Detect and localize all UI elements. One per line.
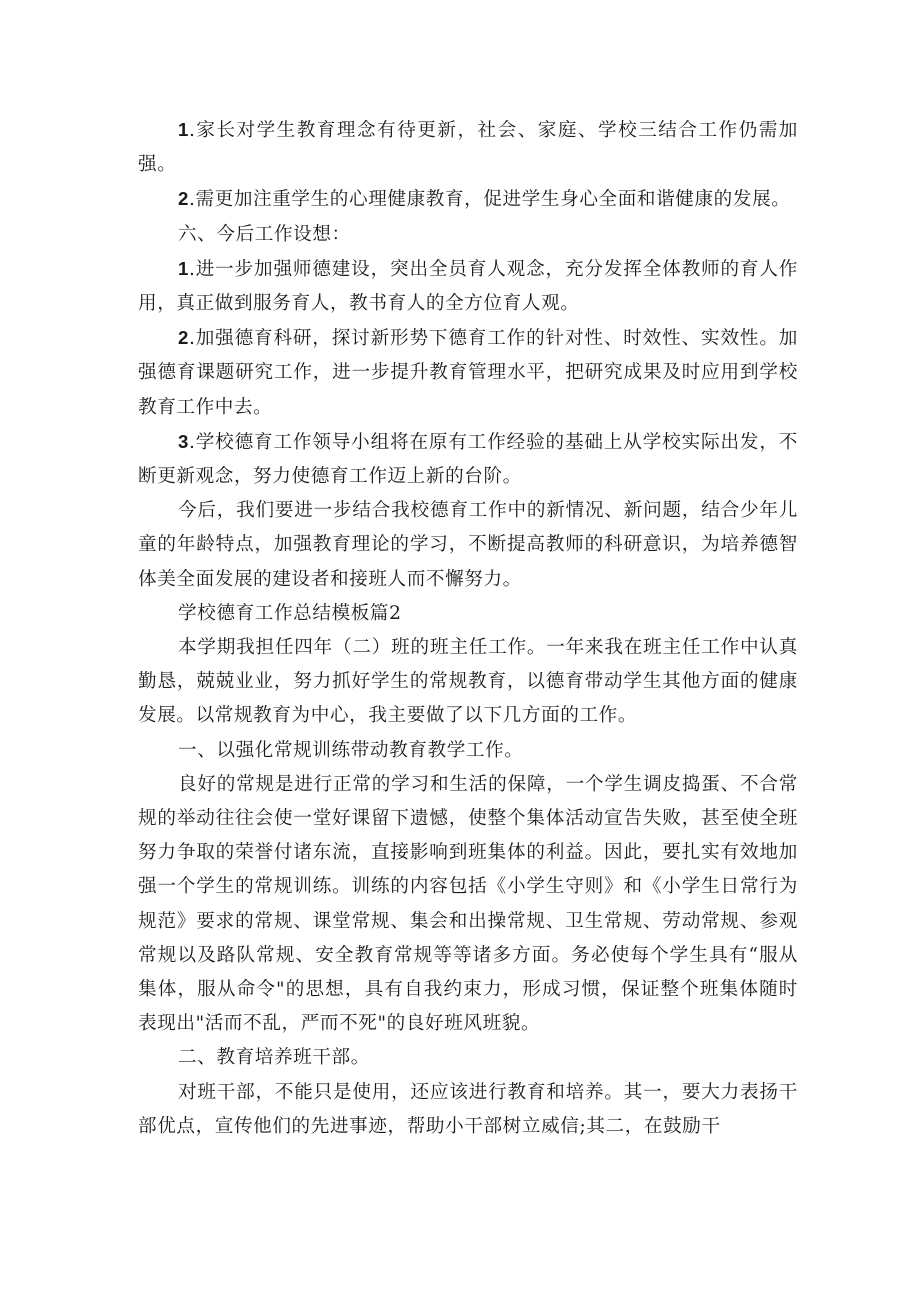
paragraph-text: 今后，我们要进一步结合我校德育工作中的新情况、新问题，结合少年儿童的年龄特点，加强教育理论的学习，不断提高教师的科研意识，为培养德智体美全面发展的建设者和接班人而不懈努力。 [138, 500, 798, 590]
document-body [138, 113, 798, 1144]
paragraph-3 [138, 252, 798, 321]
paragraph-text: 良好的常规是进行正常的学习和生活的保障，一个学生调皮捣蛋、不合常规的举动往往会使一堂好课留下遗憾，使整个集体活动宣告失败，甚至使全班努力争取的荣誉付诸东流，直接影响到班集体的利益。因此，要扎实有效地加强一个学生的常规训练。训练的内容包括《小学生守则》和《小学生日常行为规范》要求的常规、课堂常规、集会和出操常规、卫生常规、劳动常规、参观常规以及路队常规、安全教育常规等等诸多方面。务必使每个学生具有“服从集体，服从命令"的思想，具有自我约束力，形成习惯，保证整个班集体随时表现出"活而不乱，严而不死"的良好班风班貌。 [138, 773, 798, 1035]
paragraph-text: .家长对学生教育理念有待更新，社会、家庭、学校三结合工作仍需加强。 [138, 120, 798, 176]
section-heading-class-cadres [138, 1041, 798, 1075]
paragraph-6 [138, 494, 798, 597]
section-heading-routine-training [138, 734, 798, 768]
paragraph-4 [138, 321, 798, 425]
paragraph-number: 2 [177, 327, 189, 349]
section-heading-future-plans [138, 218, 798, 252]
paragraph-text: .进一步加强师德建设，突出全员育人观念，充分发挥全体教师的育人作用，真正做到服务育人，教书育人的全方位育人观。 [138, 258, 798, 315]
title-text: 学校德育工作总结模板篇2 [177, 602, 402, 624]
paragraph-number: 1 [177, 257, 189, 279]
paragraph-text: 本学期我担任四年（二）班的班主任工作。一年来我在班主任工作中认真勤恳，兢兢业业，努力抓好学生的常规教育，以德育带动学生其他方面的健康发展。以常规教育为中心，我主要做了以下几方面的工作。 [138, 637, 798, 727]
paragraph-text: .需更加注重学生的心理健康教育，促进学生身心全面和谐健康的发展。 [188, 189, 791, 211]
paragraph-text: 对班干部，不能只是使用，还应该进行教育和培养。其一，要大力表扬干部优点，宣传他们的先进事迹，帮助小干部树立威信;其二，在鼓励干 [138, 1081, 798, 1137]
paragraph-2 [138, 182, 798, 217]
paragraph-7 [138, 631, 798, 734]
heading-text: 一、以强化常规训练带动教育教学工作。 [177, 739, 524, 761]
paragraph-number: 1 [177, 119, 189, 140]
paragraph-5 [138, 425, 798, 494]
heading-text: 二、教育培养班干部。 [177, 1047, 370, 1069]
paragraph-text: .加强德育科研，探讨新形势下德育工作的针对性、时效性、实效性。加强德育课题研究工作，进一步提升教育管理水平，把研究成果及时应用到学校教育工作中去。 [138, 328, 798, 418]
paragraph-8 [138, 768, 798, 1042]
paragraph-text: .学校德育工作领导小组将在原有工作经验的基础上从学校实际出发，不断更新观念，努力使德育工作迈上新的台阶。 [138, 431, 798, 488]
paragraph-number: 2 [177, 188, 189, 210]
paragraph-9 [138, 1076, 798, 1144]
article-title-part-2 [138, 597, 798, 631]
paragraph-1 [138, 113, 798, 182]
heading-text: 六、今后工作设想： [177, 223, 351, 245]
paragraph-number: 3 [177, 430, 189, 452]
